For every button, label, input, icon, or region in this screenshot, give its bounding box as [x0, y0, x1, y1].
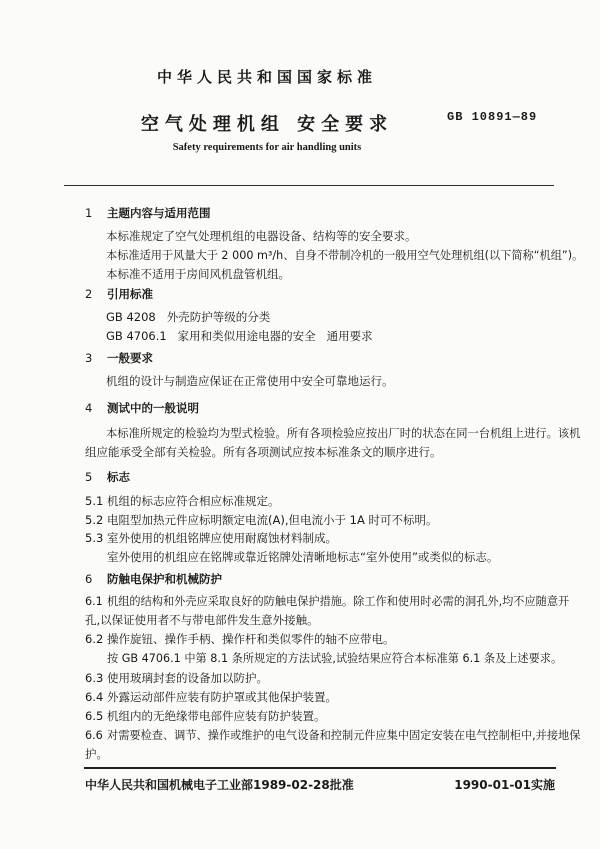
approval-text: 中华人民共和国机械电子工业部1989-02-28批准 [85, 778, 354, 792]
section-4-heading: 4 测试中的一般说明 [85, 401, 199, 415]
section-4-line: 本标准所规定的检验均为型式检验。所有各项检验应按出厂时的状态在同一台机组上进行。该机 [106, 427, 581, 440]
clause-6-3: 6.3 使用玻璃封套的设备加以防护。 [85, 671, 268, 685]
clause-5-2: 5.2 电阻型加热元件应标明额定电流(A),但电流小于 1A 时可不标明。 [85, 513, 438, 527]
section-6-heading: 6 防触电保护和机械防护 [85, 572, 222, 586]
clause-6-2: 6.2 操作旋钮、操作手柄、操作杆和类似零件的轴不应带电。 [85, 632, 395, 646]
footer-rule [84, 767, 556, 769]
section-2-heading: 2 引用标准 [85, 287, 153, 301]
clause-6-2-continued: 按 GB 4706.1 中第 8.1 条所规定的方法试验,试验结果应符合本标准第 6.1 条及上述要求。 [107, 652, 563, 665]
clause-6-1: 6.1 机组的结构和外壳应采取良好的防触电保护措施。除工作和使用时必需的洞孔外,均不应随意开 [85, 595, 570, 608]
section-1-line: 本标准不适用于房间风机盘管机组。 [106, 267, 290, 281]
reference-standard: GB 4706.1 家用和类似用途电器的安全 通用要求 [106, 329, 373, 343]
english-title: Safety requirements for air handling units [172, 142, 362, 153]
effective-date: 1990-01-01实施 [454, 778, 555, 792]
clause-5-1: 5.1 机组的标志应符合相应标准规定。 [85, 494, 280, 508]
issuing-body: 中华人民共和国国家标准 [156, 68, 377, 86]
section-4-line: 组应能承受全部有关检验。所有各项测试应按本标准条文的顺序进行。 [85, 445, 442, 459]
clause-5-3: 5.3 室外使用的机组铭牌应使用耐腐蚀材料制成。 [85, 531, 337, 545]
header-rule [64, 185, 554, 186]
section-3-line: 机组的设计与制造应保证在正常使用中安全可靠地运行。 [106, 374, 394, 388]
section-1-line: 本标准规定了空气处理机组的电器设备、结构等的安全要求。 [106, 229, 417, 243]
section-1-line: 本标准适用于风量大于 2 000 m³/h、自身不带制冷机的一般用空气处理机组(以下简称“机组”)。 [106, 249, 584, 262]
clause-6-6: 6.6 对需要检查、调节、操作或维护的电气设备和控制元件应集中固定安装在电气控制柜中,并接地保 [85, 729, 581, 742]
clause-6-6-continued: 护。 [85, 747, 108, 761]
reference-standard: GB 4208 外壳防护等级的分类 [106, 310, 271, 324]
clause-6-1-continued: 孔,以保证使用者不与带电部件发生意外接触。 [85, 613, 319, 627]
section-3-heading: 3 一般要求 [85, 351, 153, 365]
standard-code: GB 10891—89 [447, 110, 538, 124]
clause-5-3-continued: 室外使用的机组应在铭牌或靠近铭牌处清晰地标志“室外使用”或类似的标志。 [107, 550, 499, 564]
clause-6-5: 6.5 机组内的无绝缘带电部件应装有防护装置。 [85, 709, 326, 723]
clause-6-4: 6.4 外露运动部件应装有防护罩或其他保护装置。 [85, 690, 337, 704]
section-5-heading: 5 标志 [85, 470, 130, 484]
section-1-heading: 1 主题内容与适用范围 [85, 206, 211, 220]
document-title: 空气处理机组 安全要求 [140, 114, 394, 135]
